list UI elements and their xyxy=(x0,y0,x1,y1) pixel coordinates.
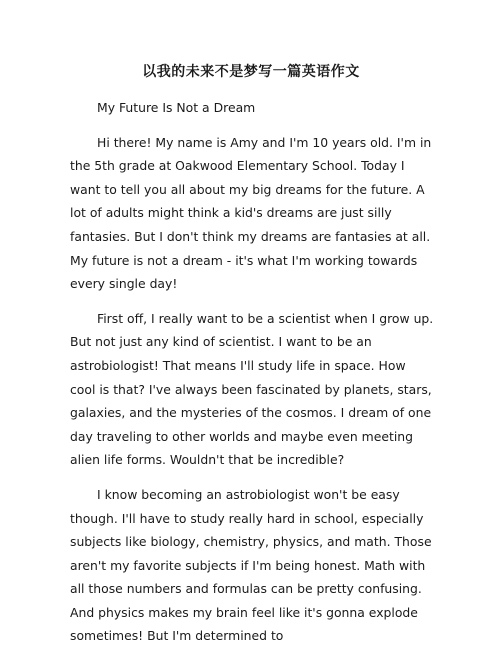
document-body xyxy=(70,96,434,659)
paragraph-1: Hi there! My name is Amy and I'm 10 years old. I'm in the 5th grade at Oakwood Elementary School. Today I want to tell you all about my big dreams for the future. A lot of adults might think a kid's dreams are just silly fantasies. But I don't think my dreams are fantasies at all. My future is not a dream - it's what I'm working towards every single day! xyxy=(70,134,432,292)
paragraph-3: I know becoming an astrobiologist won't be easy though. I'll have to study really hard in school, especially subjects like biology, chemistry, physics, and math. Those aren't my favorite subjects if I'm being honest. Math with all those numbers and formulas can be pretty confusing. And physics makes my brain feel like it's gonna explode sometimes! But I'm determined to xyxy=(70,486,432,644)
essay-title: My Future Is Not a Dream xyxy=(97,100,256,115)
document-title: 以我的未来不是梦写一篇英语作文 xyxy=(142,64,360,80)
paragraph-2: First off, I really want to be a scientist when I grow up. But not just any kind of scientist. I want to be an astrobiologist! That means I'll study life in space. How cool is that? I've always been fascinated by planets, stars, galaxies, and the mysteries of the cosmos. I dream of one day traveling to other worlds and maybe even meeting alien life forms. Wouldn't that be incredible? xyxy=(70,310,434,468)
